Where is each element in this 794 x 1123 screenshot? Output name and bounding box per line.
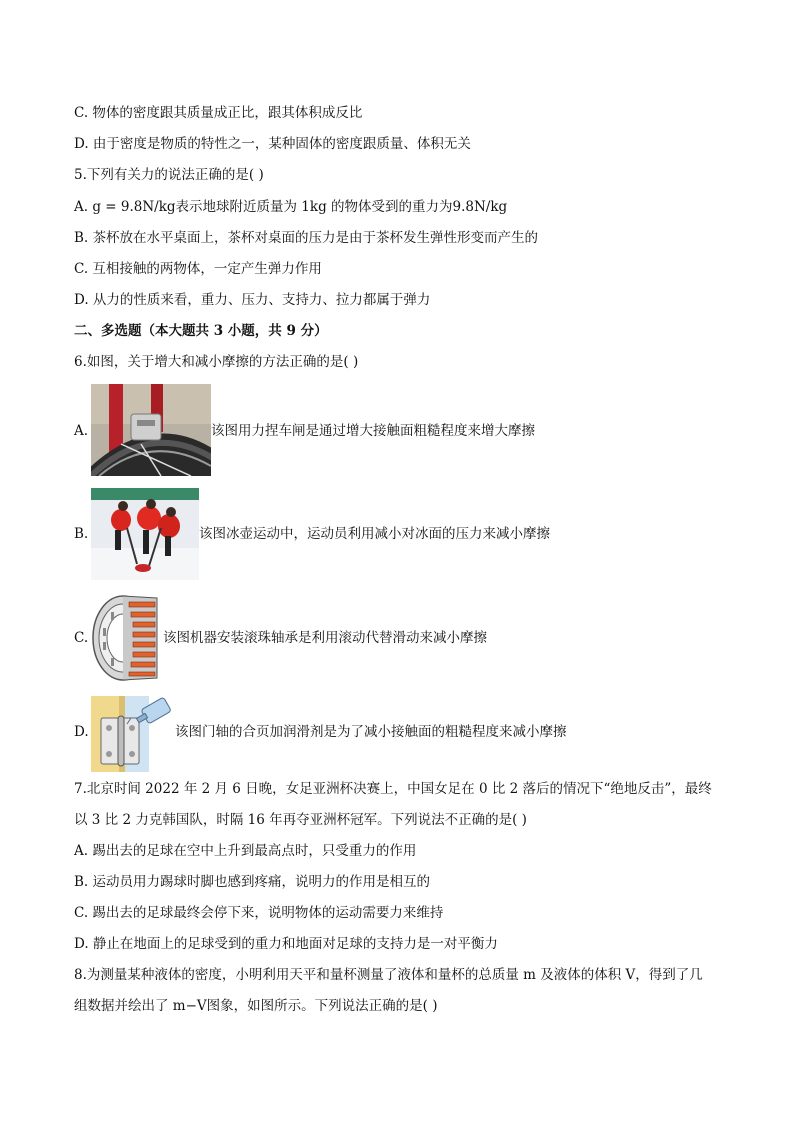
section-heading-multiple-choice: 二、多选题（本大题共 3 小题，共 9 分） [74,323,328,339]
q6-option-d [74,694,714,790]
q5-stem: 5.下列有关力的说法正确的是( ) [74,167,264,183]
q6-stem: 6.如图，关于增大和减小摩擦的方法正确的是( ) [74,354,359,370]
q7-option-c: C. 踢出去的足球最终会停下来，说明物体的运动需要力来维持 [74,905,444,921]
option-text: 该图用力捏车闸是通过增大接触面粗糙程度来增大摩擦 [211,423,535,439]
q5-option-b: B. 茶杯放在水平桌面上，茶杯对桌面的压力是由于茶杯发生弹性形变而产生的 [74,230,539,246]
q6-option-a [74,382,714,478]
curling-photo [91,488,199,580]
q6-option-c [74,590,714,686]
q8-stem-line1: 8.为测量某种液体的密度，小明利用天平和量杯测量了液体和量杯的总质量 m 及液体的体积 V，得到了几 [74,967,703,983]
door-hinge-oil-illustration [91,696,175,772]
q5-option-c: C. 互相接触的两物体，一定产生弹力作用 [74,261,322,277]
q7-option-d: D. 静止在地面上的足球受到的重力和地面对足球的支持力是一对平衡力 [74,936,498,952]
option-letter: C. [74,630,89,646]
option-letter: A. [74,423,89,439]
q7-stem-line1: 7.北京时间 2022 年 2 月 6 日晚，女足亚洲杯决赛上，中国女足在 0 比 2 落后的情况下“绝地反击”，最终 [74,781,712,797]
option-text: 该图机器安装滚珠轴承是利用滚动代替滑动来减小摩擦 [163,630,487,646]
q4-option-c: C. 物体的密度跟其质量成正比，跟其体积成反比 [74,105,363,121]
bicycle-brake-photo [91,384,211,476]
ball-bearing-illustration [89,592,163,684]
option-text: 该图冰壶运动中，运动员利用减小对冰面的压力来减小摩擦 [199,526,550,542]
q4-option-d: D. 由于密度是物质的特性之一，某种固体的密度跟质量、体积无关 [74,136,471,152]
option-letter: D. [74,724,89,740]
q7-stem-line2: 以 3 比 2 力克韩国队，时隔 16 年再夺亚洲杯冠军。下列说法不正确的是( ) [74,812,527,828]
q8-stem-line2: 组数据并绘出了 m−V图象，如图所示。下列说法正确的是( ) [74,998,438,1014]
q7-option-a: A. 踢出去的足球在空中上升到最高点时，只受重力的作用 [74,843,417,859]
q5-option-a: A. g = 9.8N/kg表示地球附近质量为 1kg 的物体受到的重力为9.8N/kg [74,199,508,215]
q6-option-b [74,486,714,582]
q7-option-b: B. 运动员用力踢球时脚也感到疼痛，说明力的作用是相互的 [74,874,431,890]
q5-option-d: D. 从力的性质来看，重力、压力、支持力、拉力都属于弹力 [74,292,431,308]
option-text: 该图门轴的合页加润滑剂是为了减小接触面的粗糙程度来减小摩擦 [175,724,567,740]
option-letter: B. [74,526,89,542]
